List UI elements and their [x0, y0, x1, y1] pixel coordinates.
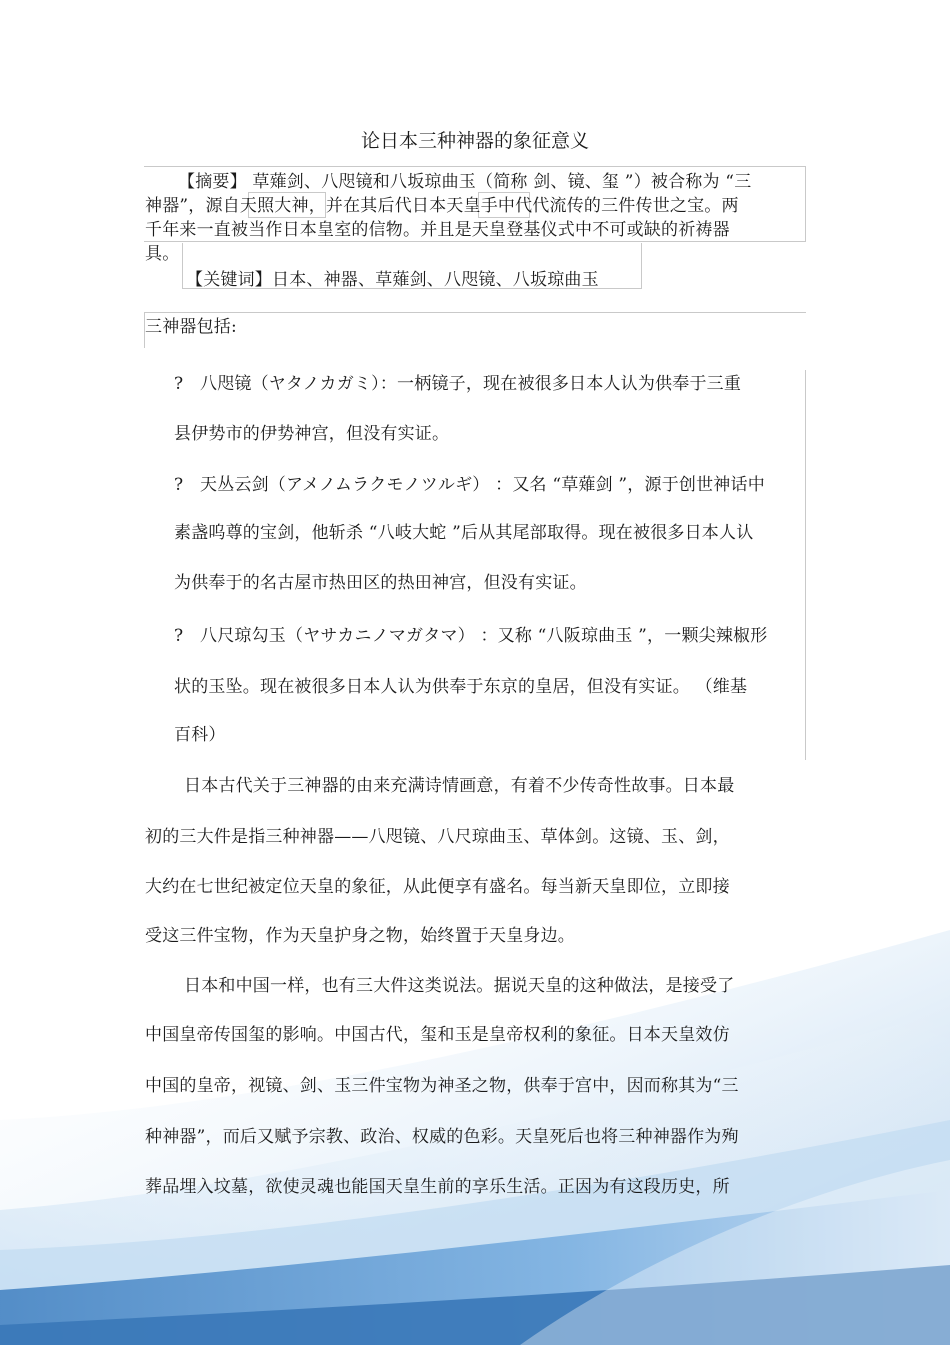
- abstract-line: 【摘要】 草薙剑、八咫镜和八坂琼曲玉（简称 剑、镜、玺 ”）被合称为 “三: [178, 172, 752, 192]
- abstract-line: 神器”，源自天照大神，并在其后代日本天皇手中代代流传的三件传世之宝。两: [145, 196, 739, 216]
- abstract-line: 千年来一直被当作日本皇室的信物。并且是天皇登基仪式中不可或缺的祈祷器: [145, 220, 730, 240]
- paragraph-line: 中国的皇帝，视镜、剑、玉三件宝物为神圣之物，供奉于宫中，因而称其为“三: [145, 1076, 739, 1096]
- list-intro: 三神器包括:: [145, 317, 237, 337]
- list-item-line: 县伊势市的伊势神宫，但没有实证。: [174, 424, 450, 444]
- bullet-icon: ?: [174, 374, 184, 394]
- list-item-line: 为供奉于的名古屋市热田区的热田神宫，但没有实证。: [174, 573, 587, 593]
- paragraph-line: 受这三件宝物，作为天皇护身之物，始终置于天皇身边。: [145, 926, 575, 946]
- document-title: 论日本三种神器的象征意义: [360, 130, 589, 152]
- abstract-line: 具。: [145, 244, 180, 264]
- list-item-line: 百科）: [174, 725, 226, 745]
- paragraph-line: 中国皇帝传国玺的影响。中国古代，玺和玉是皇帝权利的象征。日本天皇效仿: [145, 1025, 730, 1045]
- paragraph-line: 大约在七世纪被定位天皇的象征，从此便享有盛名。每当新天皇即位，立即接: [145, 877, 730, 897]
- paragraph-line: 初的三大件是指三种神器——八咫镜、八尺琼曲玉、草体剑。这镜、玉、剑，: [145, 827, 730, 847]
- bullet-icon: ?: [174, 475, 184, 495]
- list-item-line: 素盏呜尊的宝剑，他斩杀 “八岐大蛇 ”后从其尾部取得。现在被很多日本人认: [174, 523, 754, 543]
- paragraph-line: 日本古代关于三神器的由来充满诗情画意，有着不少传奇性故事。日本最: [184, 776, 735, 796]
- paragraph-line: 日本和中国一样，也有三大件这类说法。据说天皇的这种做法，是接受了: [184, 976, 735, 996]
- paragraph-line: 种神器”，而后又赋予宗教、政治、权威的色彩。天皇死后也将三种神器作为殉: [145, 1127, 739, 1147]
- intro-frame: [144, 312, 806, 348]
- list-item-line: 八尺琼勾玉（ヤサカニノマガタマ） ：又称 “八阪琼曲玉 ”，一颗尖辣椒形: [200, 626, 768, 646]
- list-item-line: 八咫镜（ヤタノカガミ）：一柄镜子，现在被很多日本人认为供奉于三重: [200, 374, 742, 394]
- keywords: 【关键词】日本、神器、草薙剑、八咫镜、八坂琼曲玉: [186, 270, 599, 290]
- list-item-line: 状的玉坠。现在被很多日本人认为供奉于东京的皇居，但没有实证。 （维基: [174, 677, 748, 697]
- list-item-line: 天丛云剑（アメノムラクモノツルギ） ：又名 “草薙剑 ”，源于创世神话中: [200, 475, 765, 495]
- bullet-icon: ?: [174, 626, 184, 646]
- paragraph-line: 葬品埋入坟墓，欲使灵魂也能国天皇生前的享乐生活。正因为有这段历史，所: [145, 1177, 730, 1197]
